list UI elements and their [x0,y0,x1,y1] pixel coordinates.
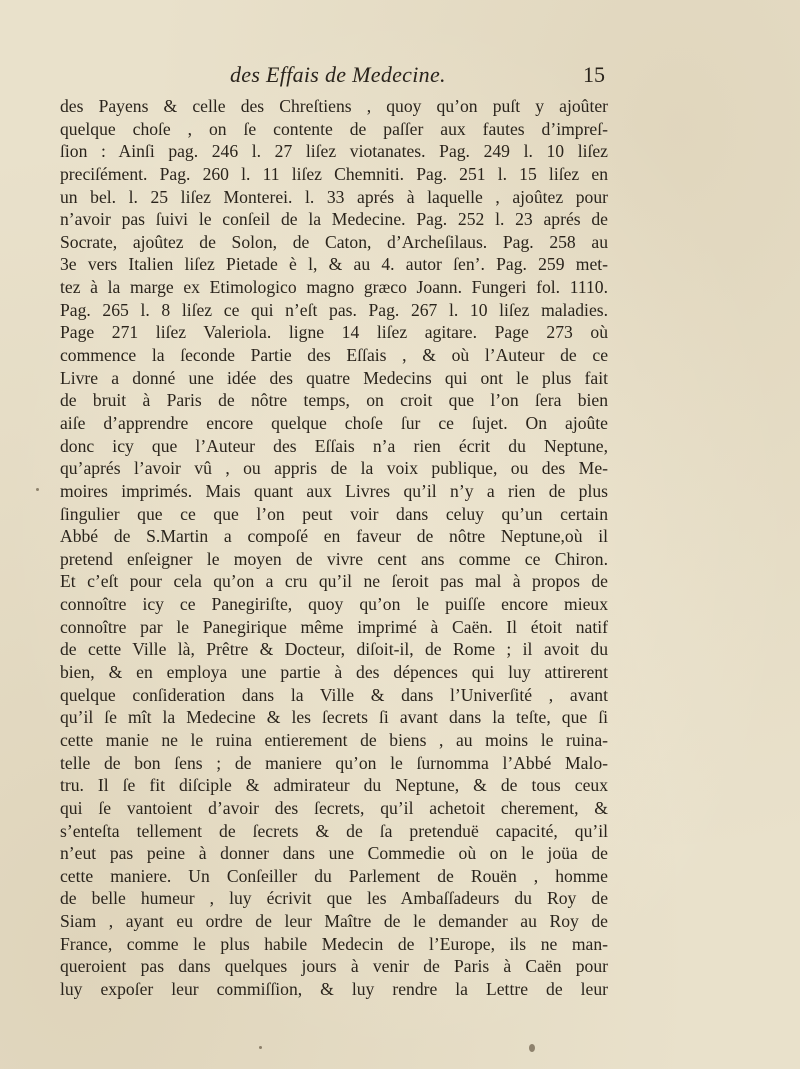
running-head [60,62,605,90]
text-line: connoître icy ce Panegiriſte, quoy qu’on le puiſſe encore mieux [60,594,608,615]
text-line: un bel. l. 25 liſez Monterei. l. 33 aprés à laquelle , ajoûtez pour [60,186,608,207]
text-line: aiſe d’apprendre encore quelque choſe ſur ce ſujet. On ajoûte [60,412,608,433]
body-text [60,95,608,1001]
text-line: de bruit à Paris de nôtre temps, on croit que l’on ſera bien [60,390,608,411]
text-line: telle de bon ſens ; de maniere qu’on le ſurnomma l’Abbé Malo- [60,752,608,773]
text-line: ſingulier que ce que l’on peut voir dans celuy qu’un certain [60,503,608,524]
text-line: bien, & en employa une partie à des dépences qui luy attirerent [60,662,608,683]
text-line: tru. Il ſe fit diſciple & admirateur du Neptune, & de tous ceux [60,775,608,796]
text-line: France, comme le plus habile Medecin de l’Europe, ils ne man- [60,933,608,954]
text-line: moires imprimés. Mais quant aux Livres qu’il n’y a rien de plus [60,480,608,501]
text-line: qui ſe vantoient d’avoir des ſecrets, qu’il achetoit cherement, & [60,797,608,818]
text-line: ſion : Ainſi pag. 246 l. 27 liſez viotanates. Pag. 249 l. 10 liſez [60,141,608,162]
text-line: queroient pas dans quelques jours à venir de Paris à Caën pour [60,956,608,977]
text-line: cette maniere. Un Conſeiller du Parlement de Rouën , homme [60,865,608,886]
ink-spot [36,488,39,491]
running-title: des Effais de Medecine. [230,62,446,87]
text-line: Livre a donné une idée des quatre Medecins qui ont le plus fait [60,367,608,388]
text-line: quelque conſideration dans la Ville & dans l’Univerſité , avant [60,684,608,705]
text-line: Pag. 265 l. 8 liſez ce qui n’eſt pas. Pag. 267 l. 10 liſez maladies. [60,299,608,320]
text-line: tez à la marge ex Etimologico magno græco Joann. Fungeri fol. 1110. [60,277,608,298]
text-line: preciſément. Pag. 260 l. 11 liſez Chemniti. Pag. 251 l. 15 liſez en [60,163,608,184]
text-line: 3e vers Italien liſez Pietade è l, & au 4. autor ſen’. Pag. 259 met- [60,254,608,275]
text-line: Siam , ayant eu ordre de leur Maître de le demander au Roy de [60,911,608,932]
text-line: Et c’eſt pour cela qu’on a cru qu’il ne ſeroit pas mal à propos de [60,571,608,592]
text-line: qu’il ſe mît la Medecine & les ſecrets ſi avant dans la teſte, que ſi [60,707,608,728]
text-line: connoître par le Panegirique même imprimé à Caën. Il étoit natif [60,616,608,637]
text-line: n’avoir pas ſuivi le conſeil de la Medecine. Pag. 252 l. 23 aprés de [60,209,608,230]
text-line: quelque choſe , on ſe contente de paſſer aux fautes d’impreſ- [60,118,608,139]
text-line: donc icy que l’Auteur des Eſſais n’a rien écrit du Neptune, [60,435,608,456]
text-line: n’eut pas peine à donner dans une Commedie où on le joüa de [60,843,608,864]
text-line: Socrate, ajoûtez de Solon, de Caton, d’Archeſilaus. Pag. 258 au [60,231,608,252]
ink-spot [259,1046,262,1049]
ink-spot [529,1044,535,1052]
text-line: des Payens & celle des Chreſtiens , quoy qu’on puſt y ajoûter [60,96,608,116]
text-line: luy expoſer leur commiſſion, & luy rendre la Lettre de leur [60,978,608,999]
text-line: Page 271 liſez Valeriola. ligne 14 liſez agitare. Page 273 où [60,322,608,343]
text-line: de cette Ville là, Prêtre & Docteur, diſoit-il, de Rome ; il avoit du [60,639,608,660]
text-line: cette manie ne le ruina entierement de biens , au moins le ruina- [60,729,608,750]
text-line: de belle humeur , luy écrivit que les Ambaſſadeurs du Roy de [60,888,608,909]
text-line: qu’aprés l’avoir vû , ou appris de la voix publique, ou des Me- [60,458,608,479]
text-line: s’enteſta tellement de ſecrets & de ſa pretenduë capacité, qu’il [60,820,608,841]
page-number: 15 [583,62,605,87]
text-line: Abbé de S.Martin a compoſé en faveur de nôtre Neptune,où il [60,526,608,547]
text-line: commence la ſeconde Partie des Eſſais , & où l’Auteur de ce [60,345,608,366]
text-line: pretend enſeigner le moyen de vivre cent ans comme ce Chiron. [60,548,608,569]
